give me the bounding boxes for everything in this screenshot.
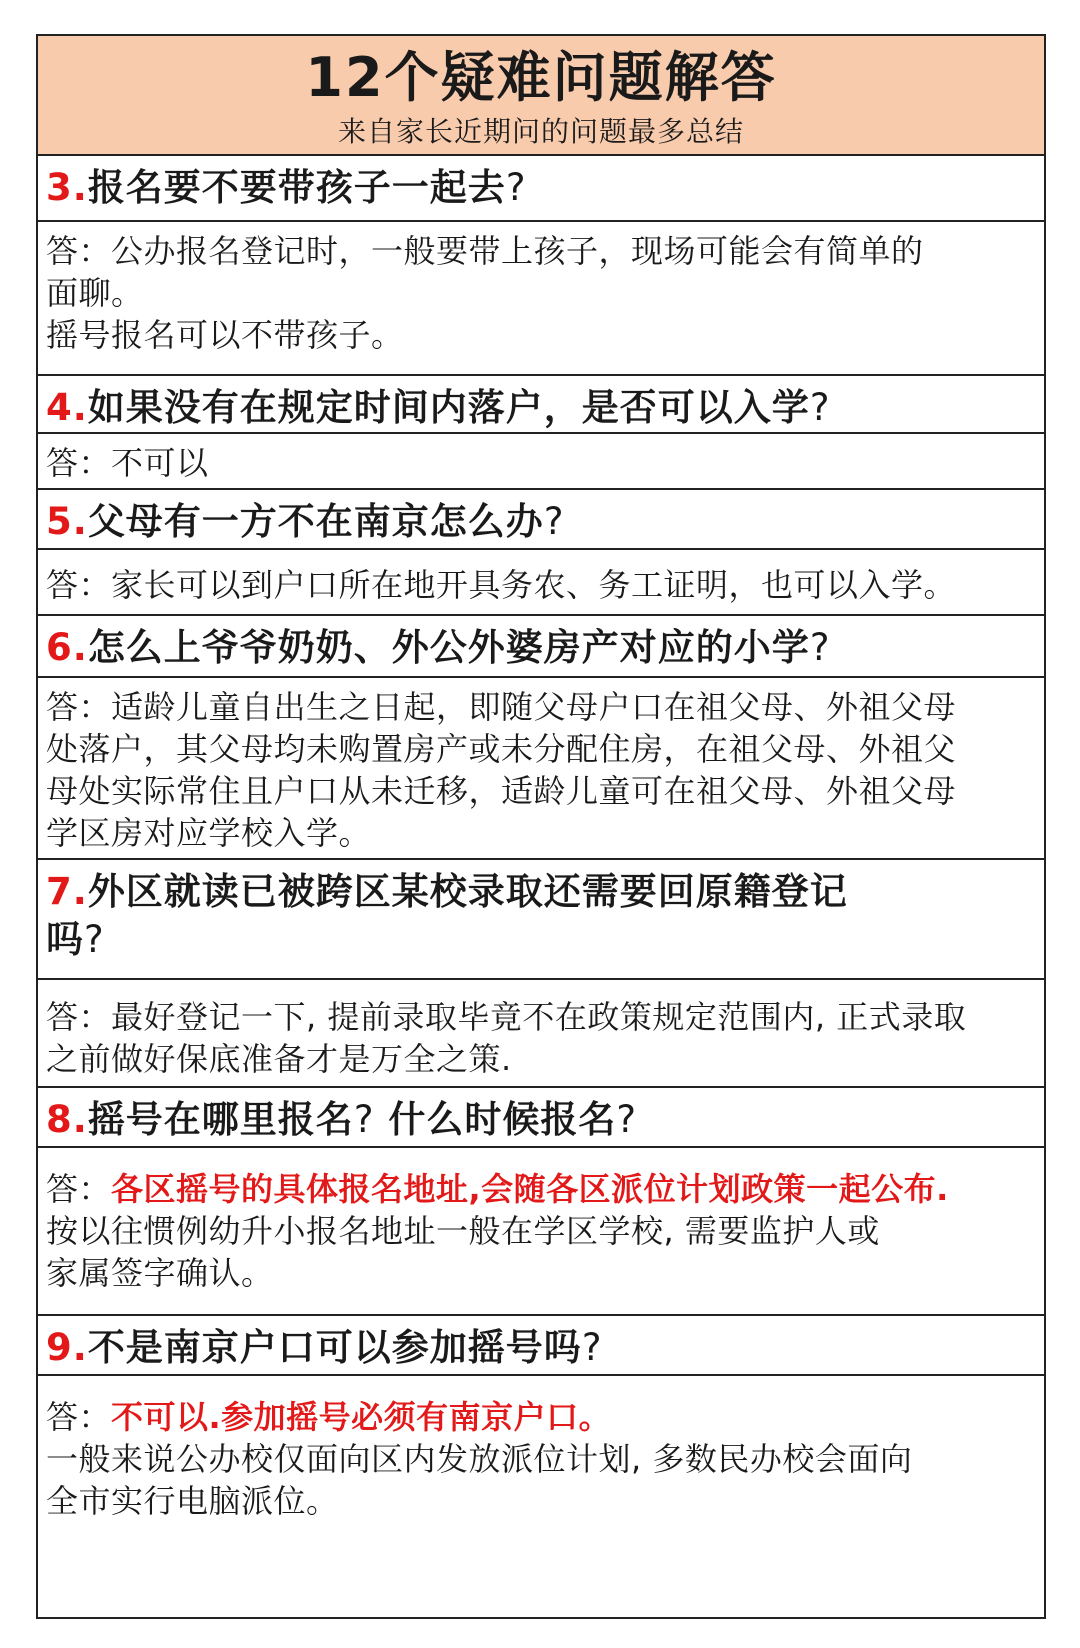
question-text: 不是南京户口可以参加摇号吗	[87, 1326, 582, 1369]
question-mark: ?	[809, 626, 831, 669]
question-text: 什么时候报名	[388, 1098, 617, 1141]
answer-highlight: 各区摇号的具体报名地址,会随各区派位计划政策一起公布.	[111, 1170, 949, 1208]
question-mark: ?	[543, 500, 565, 543]
answer-prefix: 答：	[46, 688, 112, 726]
answer-line: 按以往惯例幼升小报名地址一般在学区学校, 需要监护人或	[46, 1212, 880, 1250]
answer-8	[38, 1148, 1044, 1316]
answer-9	[38, 1376, 1044, 1617]
answer-prefix: 答：	[46, 998, 112, 1036]
answer-3	[38, 222, 1044, 376]
question-text: 吗	[46, 918, 84, 961]
question-4	[38, 376, 1044, 434]
answer-6	[38, 678, 1044, 860]
answer-line: 全市实行电脑派位。	[46, 1482, 339, 1520]
question-mark: ?	[353, 1098, 375, 1141]
answer-highlight: 不可以.参加摇号必须有南京户口。	[111, 1398, 612, 1436]
question-7	[38, 860, 1044, 980]
question-mark: ?	[616, 1098, 637, 1141]
question-5	[38, 490, 1044, 550]
answer-line: 不可以	[111, 444, 209, 482]
question-mark: ?	[505, 166, 527, 209]
question-number: 8.	[46, 1098, 88, 1141]
answer-line: 家属签字确认。	[46, 1254, 274, 1292]
answer-4	[38, 434, 1044, 490]
question-mark: ?	[809, 386, 831, 429]
question-number: 4.	[46, 386, 88, 429]
answer-prefix: 答：	[46, 232, 112, 270]
answer-line: 一般来说公办校仅面向区内发放派位计划, 多数民办校会面向	[46, 1440, 913, 1478]
question-number: 3.	[46, 166, 88, 209]
answer-line: 适龄儿童自出生之日起，即随父母户口在祖父母、外祖父母	[111, 688, 957, 726]
answer-prefix: 答：	[46, 444, 112, 482]
question-text: 如果没有在规定时间内落户，是否可以入学	[87, 386, 810, 429]
answer-5	[38, 550, 1044, 616]
answer-line: 摇号报名可以不带孩子。	[46, 316, 404, 354]
question-number: 5.	[46, 500, 88, 543]
question-3	[38, 156, 1044, 222]
answer-line: 公办报名登记时，一般要带上孩子，现场可能会有简单的	[111, 232, 924, 270]
question-number: 7.	[46, 870, 88, 913]
answer-line: 学区房对应学校入学。	[46, 814, 372, 852]
question-mark: ?	[84, 918, 105, 961]
answer-7	[38, 980, 1044, 1088]
page-title: 12个疑难问题解答	[305, 46, 777, 109]
page-subtitle: 来自家长近期问的问题最多总结	[337, 115, 744, 148]
answer-prefix: 答：	[46, 1398, 112, 1436]
question-8	[38, 1088, 1044, 1148]
answer-line: 最好登记一下, 提前录取毕竟不在政策规定范围内, 正式录取	[111, 998, 967, 1036]
answer-prefix: 答：	[46, 1170, 112, 1208]
question-text: 报名要不要带孩子一起去	[87, 166, 506, 209]
question-text: 摇号在哪里报名	[87, 1098, 354, 1141]
answer-line: 之前做好保底准备才是万全之策.	[46, 1040, 512, 1078]
question-text: 怎么上爷爷奶奶、外公外婆房产对应的小学	[87, 626, 810, 669]
answer-line: 家长可以到户口所在地开具务农、务工证明，也可以入学。	[111, 566, 957, 604]
question-text: 父母有一方不在南京怎么办	[87, 500, 544, 543]
answer-line: 面聊。	[46, 274, 144, 312]
question-number: 6.	[46, 626, 88, 669]
question-6	[38, 616, 1044, 678]
question-9	[38, 1316, 1044, 1376]
answer-line: 处落户，其父母均未购置房产或未分配住房，在祖父母、外祖父	[46, 730, 957, 768]
answer-prefix: 答：	[46, 566, 112, 604]
faq-sheet	[36, 34, 1046, 1619]
answer-line: 母处实际常住且户口从未迁移，适龄儿童可在祖父母、外祖父母	[46, 772, 957, 810]
header	[38, 36, 1044, 156]
question-number: 9.	[46, 1326, 88, 1369]
question-text: 外区就读已被跨区某校录取还需要回原籍登记	[87, 870, 848, 913]
question-mark: ?	[581, 1326, 603, 1369]
